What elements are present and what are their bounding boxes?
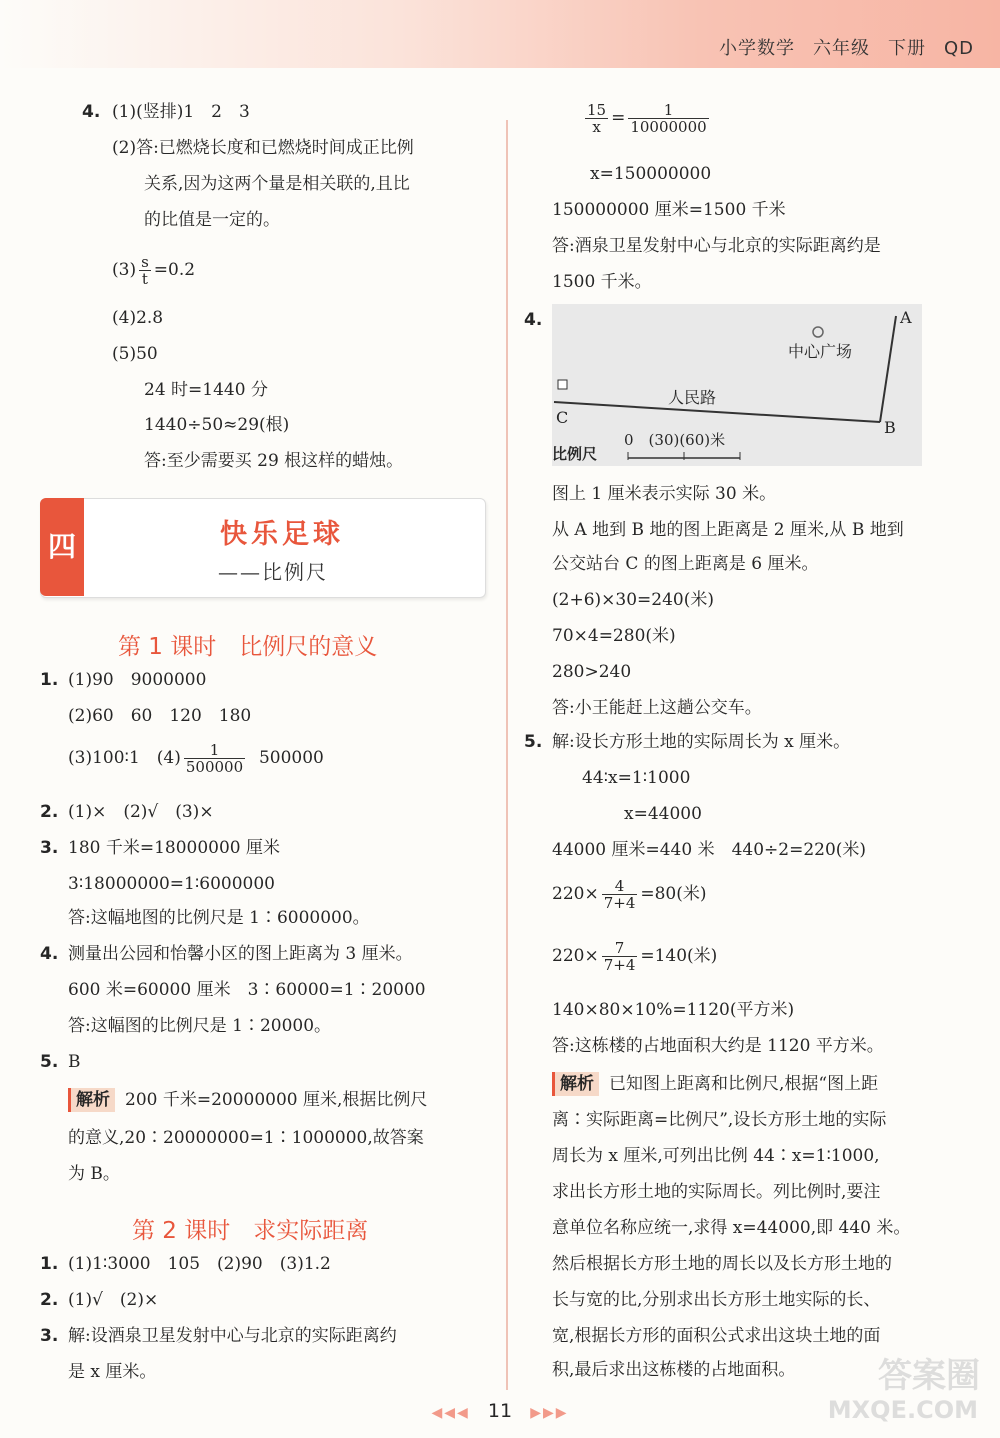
header-volume: 下册 [887, 38, 926, 59]
header-grade: 六年级 [812, 38, 870, 59]
answer-line: 220× $\frac{7}{7+4}$ =140(米) [552, 939, 718, 974]
answer-line: 答:这栋楼的占地面积大约是 1120 平方米。 [552, 1036, 884, 1056]
q-number: 5. [524, 732, 543, 752]
answer-line: 220× $\frac{4}{7+4}$ =80(米) [552, 877, 707, 912]
answer-line: 280>240 [552, 662, 632, 682]
answer-line: 测量出公园和怡馨小区的图上距离为 3 厘米。 [68, 944, 413, 964]
answer-line: 答:这幅图的比例尺是 1∶20000。 [68, 1016, 332, 1036]
answer-line: 答:这幅地图的比例尺是 1∶6000000。 [68, 908, 370, 928]
q-number: 1. [40, 670, 59, 690]
answer-line: (1)1∶3000 105 (2)90 (3)1.2 [68, 1254, 331, 1274]
q-number: 2. [40, 802, 59, 822]
unit-title: 快乐足球 [220, 519, 344, 550]
analysis-tag: 解析 [552, 1072, 599, 1096]
answer-line: 解:设酒泉卫星发射中心与北京的实际距离约 [68, 1326, 397, 1346]
answer-line: B [68, 1052, 81, 1072]
prev-arrows-icon: ◀◀◀ [431, 1405, 470, 1421]
answer-line: x=150000000 [590, 164, 712, 184]
answer-line: 24 时=1440 分 [144, 380, 268, 400]
answer-line: x=44000 [624, 804, 702, 824]
answer-line: 关系,因为这两个量是相关联的,且比 [144, 174, 410, 194]
next-arrows-icon: ▶▶▶ [530, 1405, 569, 1421]
answer-line: 70×4=280(米) [552, 626, 676, 646]
q-number: 4. [40, 944, 59, 964]
answer-line: 答:至少需要买 29 根这样的蜡烛。 [144, 451, 404, 471]
map-square-label: 中心广场 [788, 342, 853, 361]
answer-line: 44∶x=1∶1000 [582, 768, 691, 788]
answer-line: 的比值是一定的。 [144, 210, 280, 230]
map-drawing [552, 304, 922, 466]
lesson-title: 第 1 课时 比例尺的意义 [118, 634, 378, 660]
answer-line: 1500 千米。 [552, 272, 652, 292]
analysis-line: 宽,根据长方形的面积公式求出这块土地的面 [552, 1326, 881, 1346]
answer-line: (1)√ (2)× [68, 1290, 159, 1310]
answer-line: 答:小王能赶上这趟公交车。 [552, 698, 762, 718]
q-number: 3. [40, 838, 59, 858]
answer-line: (1)× (2)√ (3)× [68, 802, 214, 822]
analysis-line: 然后根据长方形土地的周长以及长方形土地的 [552, 1254, 892, 1274]
answer-line: (3) $\frac{s}{t}$ =0.2 [112, 253, 196, 288]
answer-line: (2+6)×30=240(米) [552, 590, 714, 610]
analysis-line: 积,最后求出这栋楼的占地面积。 [552, 1360, 796, 1380]
answer-line: (5)50 [112, 344, 158, 364]
analysis-tag: 解析 [68, 1088, 115, 1112]
map-point-c: C [556, 408, 569, 427]
q-number: 2. [40, 1290, 59, 1310]
map-point-a: A [900, 308, 912, 327]
watermark-url: MXQE.COM [827, 1396, 978, 1424]
lesson-title: 第 2 课时 求实际距离 [132, 1218, 369, 1244]
q-number: 5. [40, 1052, 59, 1072]
map-road-label: 人民路 [668, 388, 717, 407]
answer-line: 是 x 厘米。 [68, 1362, 157, 1382]
answer-line: 解:设长方形土地的实际周长为 x 厘米。 [552, 732, 851, 752]
analysis-line: 求出长方形土地的实际周长。列比例时,要注 [552, 1182, 881, 1202]
header-edition: QD [943, 38, 974, 59]
q-number: 3. [40, 1326, 59, 1346]
answer-line: 180 千米=18000000 厘米 [68, 838, 281, 858]
q-number: 1. [40, 1254, 59, 1274]
answer-line: (3)100∶1 (4) $\frac{1}{500000}$ 500000 [68, 741, 324, 776]
answer-line: (1)(竖排)1 2 3 [112, 102, 250, 122]
scale-label: 比例尺 [552, 445, 598, 463]
answer-line: 44000 厘米=440 米 440÷2=220(米) [552, 840, 867, 860]
answer-line: 150000000 厘米=1500 千米 [552, 200, 786, 220]
analysis-line: 周长为 x 厘米,可列出比例 44∶x=1∶1000, [552, 1146, 880, 1166]
answer-line: 1440÷50≈29(根) [144, 415, 290, 435]
map-point-b: B [884, 418, 896, 437]
analysis-line: 解析 已知图上距离和比例尺,根据“图上距 [552, 1072, 878, 1096]
answer-line: 从 A 地到 B 地的图上距离是 2 厘米,从 B 地到 [552, 520, 904, 540]
q-number: 4. [524, 310, 543, 330]
map-figure [552, 304, 922, 466]
analysis-line: 意单位名称应统一,求得 x=44000,即 440 米。 [552, 1218, 911, 1238]
answer-line: $\frac{15}{x}$ = $\frac{1}{10000000}$ [587, 101, 707, 136]
analysis-line: 解析 200 千米=20000000 厘米,根据比例尺 [68, 1088, 427, 1112]
analysis-line: 的意义,20∶20000000=1∶1000000,故答案 [68, 1128, 424, 1148]
answer-line: 600 米=60000 厘米 3∶60000=1∶20000 [68, 980, 426, 1000]
answer-line: (1)90 9000000 [68, 670, 207, 690]
unit-number: 四 [40, 498, 84, 596]
column-divider [506, 120, 508, 1390]
analysis-line: 长与宽的比,分别求出长方形土地实际的长、 [552, 1290, 881, 1310]
answer-line: 答:酒泉卫星发射中心与北京的实际距离约是 [552, 236, 881, 256]
scale-values: 0 (30)(60)米 [624, 431, 726, 449]
header [701, 34, 974, 60]
page-number: 11 [487, 1400, 513, 1422]
answer-line: 公交站台 C 的图上距离是 6 厘米。 [552, 554, 819, 574]
answer-line: (2)60 60 120 180 [68, 706, 252, 726]
analysis-line: 离∶实际距离=比例尺”,设长方形土地的实际 [552, 1110, 887, 1130]
answer-line: 图上 1 厘米表示实际 30 米。 [552, 484, 777, 504]
answer-line: 140×80×10%=1120(平方米) [552, 1000, 795, 1020]
answer-line: (2)答:已燃烧长度和已燃烧时间成正比例 [112, 138, 414, 158]
header-subject: 小学数学 [718, 38, 795, 59]
q-number: 4. [82, 102, 101, 122]
analysis-line: 为 B。 [68, 1164, 120, 1184]
watermark-logo: 答案圈 [878, 1356, 980, 1396]
answer-line: 3∶18000000=1∶6000000 [68, 874, 275, 894]
unit-subtitle: ——比例尺 [218, 560, 328, 584]
answer-line: (4)2.8 [112, 308, 164, 328]
